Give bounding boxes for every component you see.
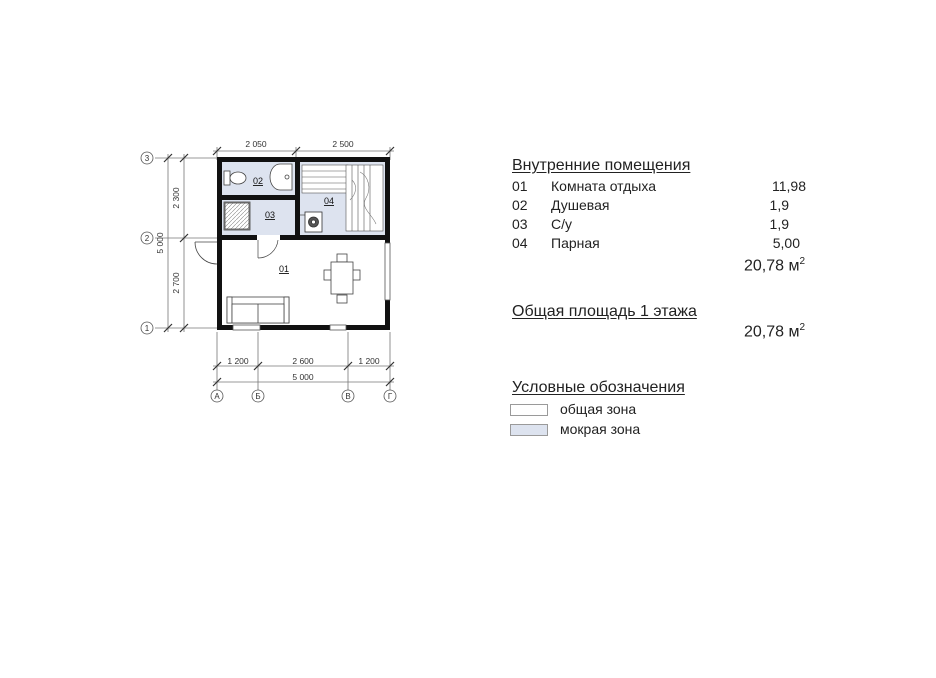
sofa <box>227 297 289 323</box>
room-label-01: 01 <box>278 264 290 274</box>
room-label-04: 04 <box>323 196 335 206</box>
dim-bottom-2: 2 600 <box>292 356 314 366</box>
room-row-name: Комната отдыха <box>551 178 656 194</box>
room-row-area: 11,98 <box>772 178 806 194</box>
axis-row-1: 1 <box>144 324 150 333</box>
dim-top-1: 2 050 <box>245 139 267 149</box>
floor-area-heading: Общая площадь 1 этажа <box>512 303 697 320</box>
room-row-name: С/у <box>551 216 572 232</box>
dim-bottom-total: 5 000 <box>292 372 314 382</box>
room-label-03: 03 <box>264 210 276 220</box>
axis-row-3: 3 <box>144 154 150 163</box>
room-row-name: Парная <box>551 235 600 251</box>
dim-bottom-3: 1 200 <box>358 356 380 366</box>
axis-col-g: Г <box>387 392 393 401</box>
legend-label-wet: мокрая зона <box>560 421 641 437</box>
dim-left-1: 2 300 <box>171 187 181 209</box>
washbasin <box>270 164 292 190</box>
room-row-area: 5,00 <box>772 235 800 251</box>
legend-heading: Условные обозначения <box>512 379 685 396</box>
rooms-total-value: 20,78 м <box>744 257 800 275</box>
dim-top-2: 2 500 <box>332 139 354 149</box>
room-row-num: 03 <box>512 216 528 232</box>
axis-col-a: А <box>214 392 220 401</box>
axis-col-b: Б <box>255 392 261 401</box>
floor-area-sup: 2 <box>799 322 806 333</box>
shower-tray <box>224 202 250 230</box>
sauna-stove <box>305 212 322 232</box>
room-label-02: 02 <box>252 176 264 186</box>
axis-row-2: 2 <box>144 234 150 243</box>
room-row-num: 01 <box>512 178 528 194</box>
room-row-num: 04 <box>512 235 528 251</box>
room-row-area: 1,9 <box>769 216 789 232</box>
dim-left-2: 2 700 <box>171 272 181 294</box>
dim-bottom-1: 1 200 <box>227 356 249 366</box>
room-row-area: 1,9 <box>769 197 789 213</box>
dining-table <box>324 254 360 303</box>
entrance-door <box>195 242 217 264</box>
floor-area-value: 20,78 м <box>744 323 800 341</box>
legend-label-general: общая зона <box>560 401 637 417</box>
axis-col-v: В <box>345 392 351 401</box>
dim-left-total: 5 000 <box>155 232 165 254</box>
rooms-total-sup: 2 <box>799 256 806 267</box>
toilet <box>224 171 246 185</box>
rooms-heading: Внутренние помещения <box>512 157 691 174</box>
room-row-num: 02 <box>512 197 528 213</box>
room-row-name: Душевая <box>551 197 610 213</box>
